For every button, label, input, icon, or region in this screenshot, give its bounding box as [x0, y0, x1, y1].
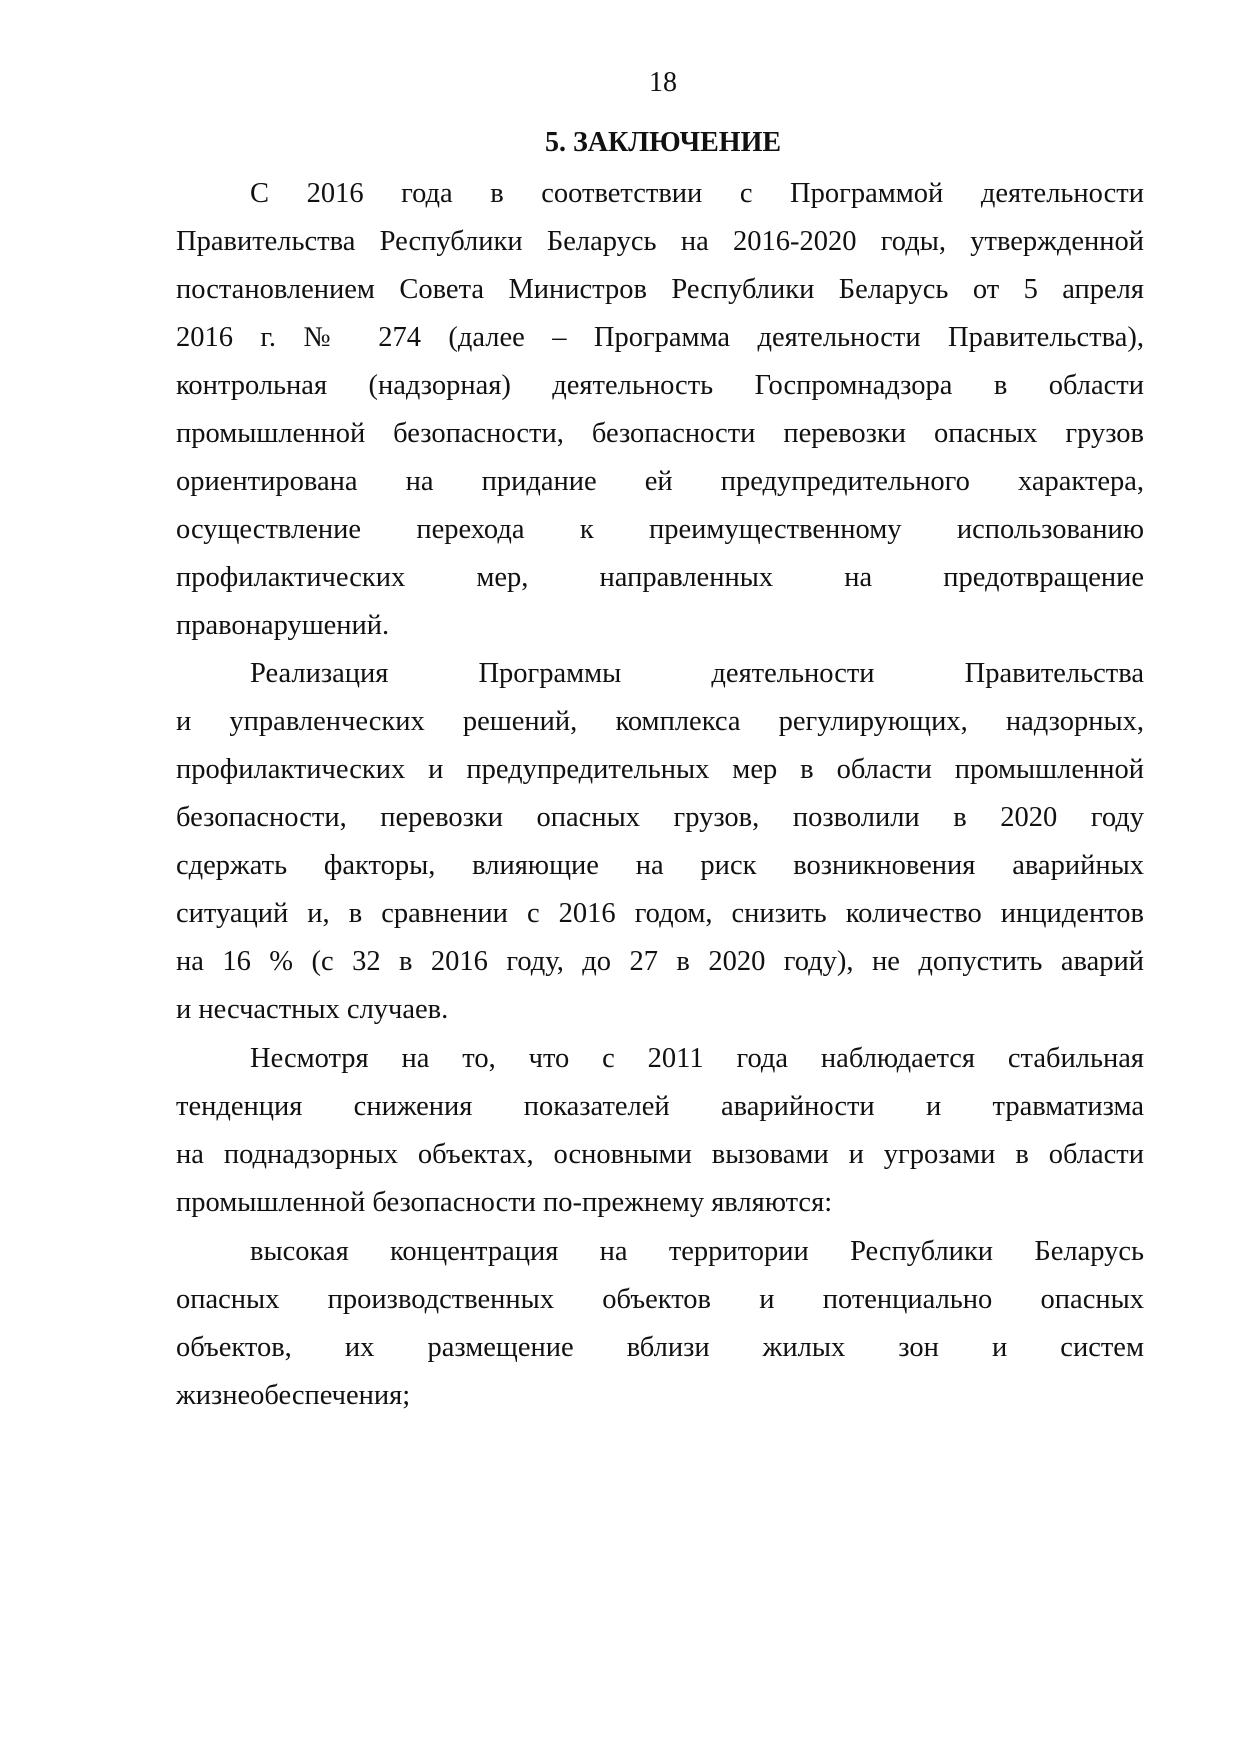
- text-line: Несмотря на то, что с 2011 года наблюдается стабильная: [250, 1043, 1144, 1074]
- text-line: безопасности, перевозки опасных грузов, позволили в 2020 году: [176, 802, 1144, 833]
- text-line: жизнеобеспечения;: [176, 1380, 411, 1411]
- text-line: профилактических и предупредительных мер в области промышленной: [176, 754, 1144, 785]
- text-line: промышленной безопасности, безопасности перевозки опасных грузов: [176, 418, 1144, 449]
- text-line: тенденция снижения показателей аварийности и травматизма: [176, 1091, 1144, 1122]
- text-line: промышленной безопасности по-прежнему являются:: [176, 1187, 833, 1218]
- text-line: объектов, их размещение вблизи жилых зон и систем: [176, 1332, 1144, 1363]
- section-heading: 5. ЗАКЛЮЧЕНИЕ: [544, 127, 782, 158]
- text-line: на 16 % (с 32 в 2016 году, до 27 в 2020 году), не допустить аварий: [176, 946, 1144, 977]
- text-line: сдержать факторы, влияющие на риск возникновения аварийных: [176, 850, 1144, 881]
- text-line: Реализация Программы деятельности Правительства: [250, 658, 1144, 689]
- text-line: ориентирована на придание ей предупредительного характера,: [176, 466, 1144, 497]
- text-line: на поднадзорных объектах, основными вызовами и угрозами в области: [176, 1139, 1144, 1170]
- text-line: осуществление перехода к преимущественному использованию: [176, 514, 1144, 545]
- text-line: и несчастных случаев.: [176, 994, 449, 1025]
- text-line: и управленческих решений, комплекса регулирующих, надзорных,: [176, 706, 1144, 737]
- text-line: высокая концентрация на территории Республики Беларусь: [250, 1236, 1144, 1267]
- text-line: правонарушений.: [176, 610, 390, 641]
- text-line: профилактических мер, направленных на предотвращение: [176, 562, 1144, 593]
- text-line: С 2016 года в соответствии с Программой деятельности: [250, 178, 1144, 209]
- text-line: постановлением Совета Министров Республики Беларусь от 5 апреля: [176, 274, 1144, 305]
- text-line: контрольная (надзорная) деятельность Госпромнадзора в области: [176, 370, 1144, 401]
- text-line: 2016 г. № 274 (далее – Программа деятельности Правительства),: [176, 322, 1144, 353]
- page-number: 18: [649, 67, 677, 98]
- text-line: опасных производственных объектов и потенциально опасных: [176, 1284, 1144, 1315]
- text-line: Правительства Республики Беларусь на 2016-2020 годы, утвержденной: [176, 226, 1144, 257]
- text-line: ситуаций и, в сравнении с 2016 годом, снизить количество инцидентов: [176, 898, 1144, 929]
